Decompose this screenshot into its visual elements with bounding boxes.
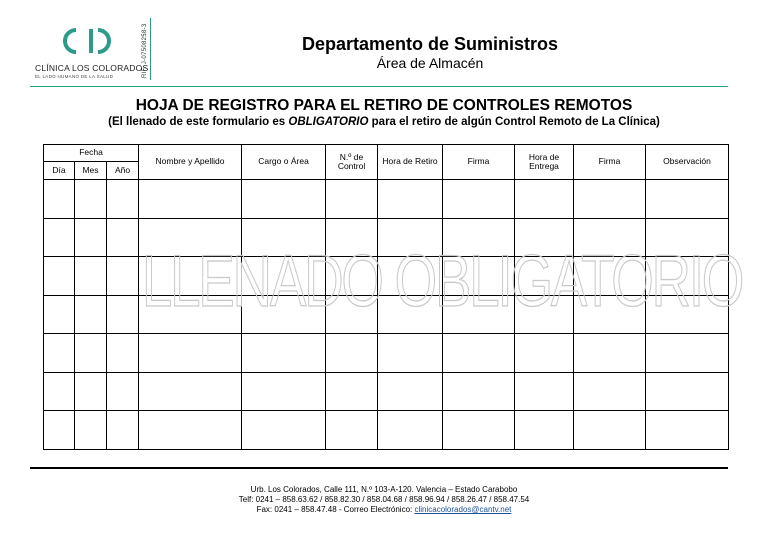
form-instructions <box>30 116 738 128</box>
table-cell[interactable] <box>139 180 242 219</box>
header-divider <box>30 86 728 87</box>
watermark-text: LLENADO OBLIGATORIO <box>141 241 743 322</box>
table-cell[interactable] <box>326 180 378 219</box>
table-cell[interactable] <box>107 411 139 450</box>
table-cell[interactable] <box>107 180 139 219</box>
col-dia-header: Día <box>44 162 75 180</box>
table-cell[interactable] <box>75 218 107 257</box>
col-hora-retiro-header: Hora de Retiro <box>378 145 443 180</box>
form-instructions-emphasis: OBLIGATORIO <box>288 116 369 128</box>
table-cell[interactable] <box>139 334 242 373</box>
table-cell[interactable] <box>44 180 75 219</box>
table-cell[interactable] <box>646 372 729 411</box>
table-cell[interactable] <box>646 334 729 373</box>
col-observacion-header: Observación <box>646 145 729 180</box>
footer-address: Urb. Los Colorados, Calle 111, N.º 103-A-120. Valencia – Estado Carabobo <box>250 485 518 494</box>
clinic-logo-mark-icon <box>56 26 126 56</box>
table-cell[interactable] <box>515 372 574 411</box>
table-cell[interactable] <box>107 257 139 296</box>
table-cell[interactable] <box>242 334 326 373</box>
table-cell[interactable] <box>646 411 729 450</box>
table-cell[interactable] <box>44 334 75 373</box>
footer <box>30 485 738 515</box>
table-row <box>44 411 729 450</box>
col-cargo-header: Cargo o Área <box>242 145 326 180</box>
footer-fax: Fax: 0241 – 858.47.48 - Correo Electrónico: <box>256 505 415 514</box>
table-cell[interactable] <box>139 411 242 450</box>
table-cell[interactable] <box>515 411 574 450</box>
logo-divider <box>150 18 151 80</box>
clinic-name: CLÍNICA LOS COLORADOS <box>35 63 149 73</box>
table-cell[interactable] <box>44 218 75 257</box>
form-instructions-end: para el retiro de algún Control Remoto de La Clínica) <box>368 116 660 128</box>
table-cell[interactable] <box>242 411 326 450</box>
form-instructions-start: (El llenado de este formulario es <box>108 116 289 128</box>
table-cell[interactable] <box>443 372 515 411</box>
table-cell[interactable] <box>242 180 326 219</box>
table-cell[interactable] <box>107 372 139 411</box>
table-cell[interactable] <box>107 295 139 334</box>
col-control-header: N.º de Control <box>326 145 378 180</box>
footer-fax-email <box>30 505 738 515</box>
table-cell[interactable] <box>443 411 515 450</box>
footer-phones: Telf: 0241 – 858.63.62 / 858.82.30 / 858.04.68 / 858.96.94 / 858.26.47 / 858.47.54 <box>238 495 530 504</box>
table-cell[interactable] <box>378 411 443 450</box>
table-cell[interactable] <box>75 372 107 411</box>
col-nombre-header: Nombre y Apellido <box>139 145 242 180</box>
table-cell[interactable] <box>646 180 729 219</box>
table-cell[interactable] <box>574 372 646 411</box>
table-cell[interactable] <box>75 257 107 296</box>
table-cell[interactable] <box>378 180 443 219</box>
table-cell[interactable] <box>443 334 515 373</box>
clinic-tagline: EL LADO HUMANO DE LA SALUD <box>35 74 114 79</box>
col-ano-header: Año <box>107 162 139 180</box>
clinic-rif: RIF. J-07508258-3 <box>142 23 148 78</box>
footer-divider <box>30 467 728 469</box>
table-cell[interactable] <box>242 372 326 411</box>
table-cell[interactable] <box>75 180 107 219</box>
table-cell[interactable] <box>326 411 378 450</box>
table-cell[interactable] <box>44 295 75 334</box>
col-firma-entrega-header: Firma <box>574 145 646 180</box>
col-firma-retiro-header: Firma <box>443 145 515 180</box>
table-cell[interactable] <box>326 372 378 411</box>
table-row <box>44 180 729 219</box>
table-cell[interactable] <box>44 257 75 296</box>
table-cell[interactable] <box>326 334 378 373</box>
table-row <box>44 334 729 373</box>
table-cell[interactable] <box>515 334 574 373</box>
table-cell[interactable] <box>574 411 646 450</box>
table-cell[interactable] <box>75 411 107 450</box>
table-cell[interactable] <box>107 218 139 257</box>
table-cell[interactable] <box>574 180 646 219</box>
col-fecha-header: Fecha <box>44 145 139 162</box>
table-cell[interactable] <box>139 372 242 411</box>
department-subtitle: Área de Almacén <box>376 55 484 71</box>
form-title: HOJA DE REGISTRO PARA EL RETIRO DE CONTROLES REMOTOS <box>135 97 633 114</box>
table-row <box>44 372 729 411</box>
table-cell[interactable] <box>75 295 107 334</box>
table-cell[interactable] <box>378 334 443 373</box>
table-cell[interactable] <box>378 372 443 411</box>
table-cell[interactable] <box>443 180 515 219</box>
table-cell[interactable] <box>44 411 75 450</box>
table-cell[interactable] <box>44 372 75 411</box>
table-cell[interactable] <box>515 180 574 219</box>
clinic-logo <box>30 22 155 82</box>
table-cell[interactable] <box>75 334 107 373</box>
footer-email-link[interactable]: clinicacolorados@cantv.net <box>414 505 512 514</box>
table-cell[interactable] <box>107 334 139 373</box>
department-title: Departamento de Suministros <box>301 34 559 54</box>
table-cell[interactable] <box>574 334 646 373</box>
col-hora-entrega-header: Hora de Entrega <box>515 145 574 180</box>
col-mes-header: Mes <box>75 162 107 180</box>
